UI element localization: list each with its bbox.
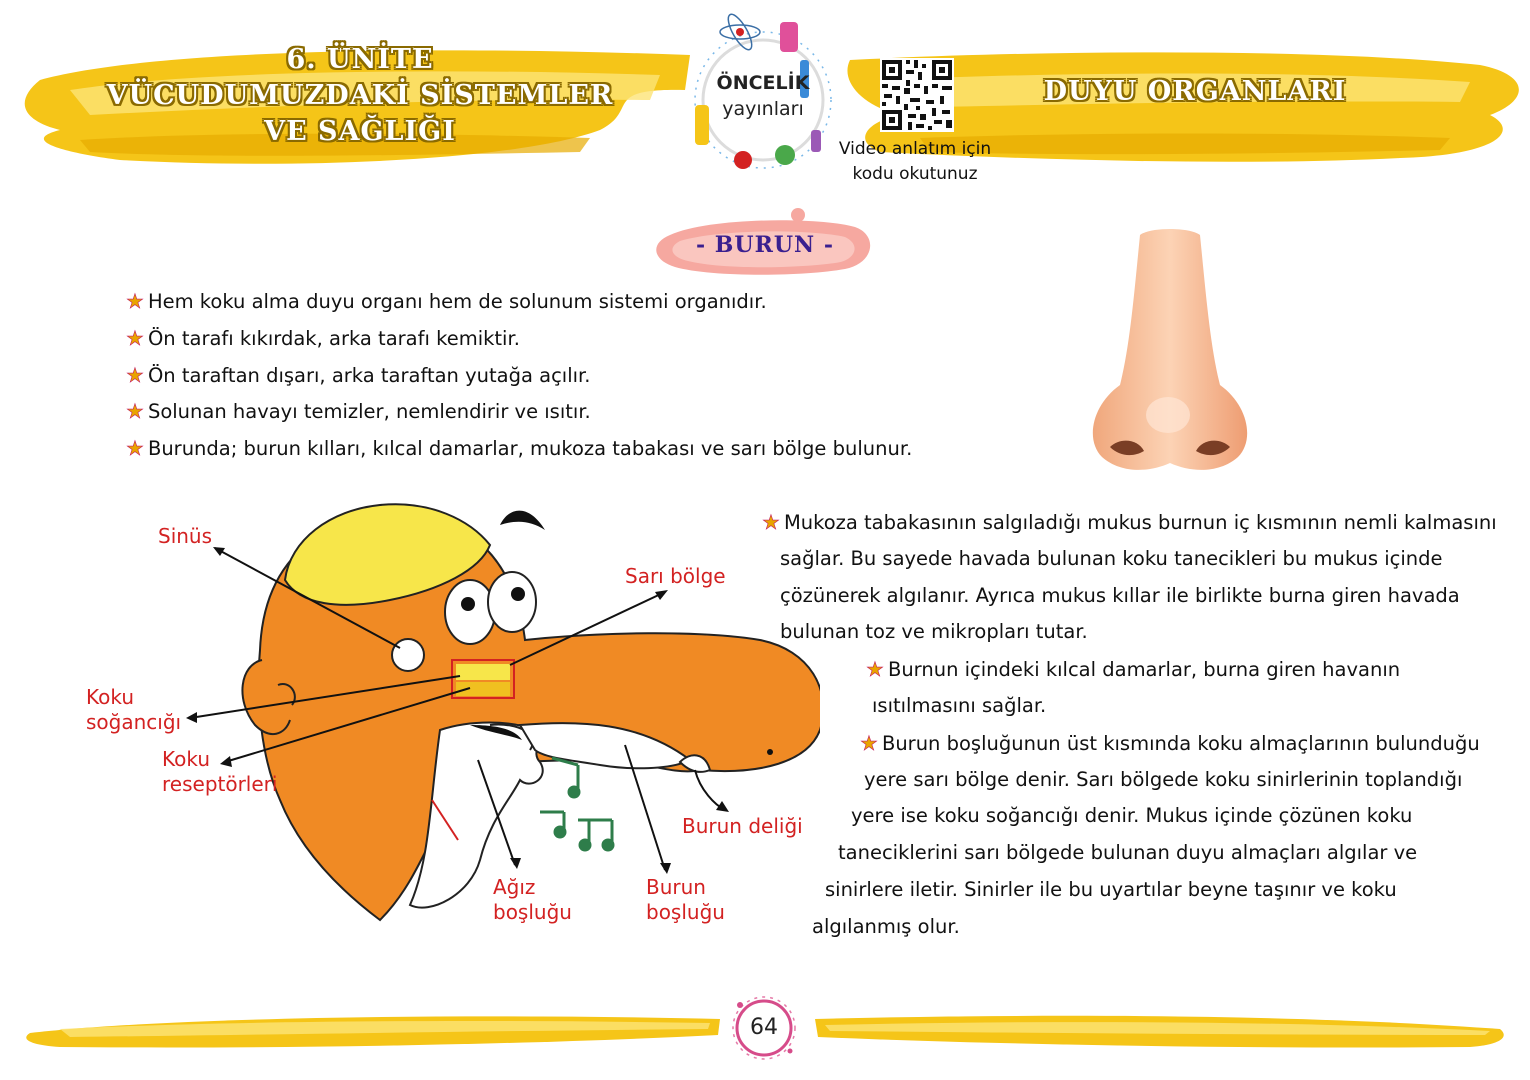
bullet-text: Ön taraftan dışarı, arka taraftan yutağa açılır. <box>147 364 591 387</box>
label-agiz-line1: Ağız <box>493 875 536 899</box>
label-burun-boslugu <box>646 875 725 925</box>
star-icon: ★ <box>762 510 780 534</box>
unit-title <box>95 42 625 150</box>
paragraph3-line5: sinirlere iletir. Sinirler ile bu uyartılar beyne taşınır ve koku <box>825 878 1397 901</box>
bullet-item <box>126 323 520 353</box>
label-koku-reseptorleri-line2: reseptörleri <box>162 772 278 796</box>
publisher-logo <box>685 10 845 175</box>
publisher-name: ÖNCELİK <box>716 72 810 94</box>
paragraph1-line4: bulunan toz ve mikropları tutar. <box>780 620 1088 643</box>
eye-right <box>488 572 536 632</box>
label-burun-boslugu-line2: boşluğu <box>646 900 725 924</box>
star-icon: ★ <box>860 731 878 755</box>
label-agiz-boslugu <box>493 875 572 925</box>
paragraph1-line1 <box>762 507 1497 538</box>
bullet-text: Ön tarafı kıkırdak, arka tarafı kemiktir. <box>147 327 520 350</box>
eye-left <box>445 580 495 644</box>
label-sari-bolge: Sarı bölge <box>625 564 726 588</box>
paragraph3-line4: taneciklerini sarı bölgede bulunan duyu almaçları algılar ve <box>838 841 1418 864</box>
paragraph1-line3: çözünerek algılanır. Ayrıca mukus kıllar ile birlikte burna giren havada <box>780 584 1460 607</box>
unit-title-line3: VE SAĞLIĞI <box>264 116 456 147</box>
paragraph2-line1 <box>866 654 1400 685</box>
qr-caption-line2: kodu okutunuz <box>852 164 978 184</box>
label-agiz-line2: boşluğu <box>493 900 572 924</box>
label-burun-boslugu-line1: Burun <box>646 875 706 899</box>
label-koku-soganci <box>86 685 181 735</box>
star-icon: ★ <box>126 363 144 387</box>
bullet-item <box>126 396 591 426</box>
eyebrow <box>500 511 545 530</box>
bullet-item <box>126 433 912 463</box>
paragraph-text: Burnun içindeki kılcal damarlar, burna giren havanın <box>887 658 1401 681</box>
star-icon: ★ <box>126 399 144 423</box>
footer-brush-left <box>20 1005 725 1055</box>
sinus-circle <box>392 639 424 671</box>
qr-code[interactable] <box>880 58 954 132</box>
paragraph1-line2: sağlar. Bu sayede havada bulunan koku tanecikleri bu mukus içinde <box>780 547 1443 570</box>
label-koku-reseptorleri-line1: Koku <box>162 747 210 771</box>
bullet-item <box>126 286 767 316</box>
paragraph3-line6: algılanmış olur. <box>812 915 960 938</box>
star-icon: ★ <box>866 657 884 681</box>
paragraph3-line3: yere ise koku soğancığı denir. Mukus içinde çözünen koku <box>851 804 1413 827</box>
label-koku-soganci-line2: soğancığı <box>86 710 182 734</box>
footer-brush-right <box>810 1005 1510 1055</box>
star-icon: ★ <box>126 436 144 460</box>
bullet-item <box>126 360 591 390</box>
qr-caption <box>835 137 995 187</box>
paragraph3-line1 <box>860 728 1480 759</box>
bullet-text: Burunda; burun kılları, kılcal damarlar, mukoza tabakası ve sarı bölge bulunur. <box>147 437 913 460</box>
label-burun-deligi: Burun deliği <box>682 814 803 838</box>
label-koku-soganci-line1: Koku <box>86 685 134 709</box>
star-icon: ★ <box>126 289 144 313</box>
paragraph2-line2: ısıtılmasını sağlar. <box>872 694 1047 717</box>
label-koku-reseptorleri <box>162 747 277 797</box>
topic-title: DUYU ORGANLARI <box>1043 76 1347 107</box>
unit-title-line2: VÜCUDUMUZDAKİ SİSTEMLER <box>106 80 614 111</box>
qr-caption-line1: Video anlatım için <box>838 139 992 159</box>
section-title: - BURUN - <box>696 232 834 258</box>
music-notes <box>540 758 613 850</box>
nose-anatomy-diagram <box>80 495 820 935</box>
bullet-text: Hem koku alma duyu organı hem de solunum sistemi organıdır. <box>147 290 767 313</box>
unit-title-line1: 6. ÜNİTE <box>286 44 434 75</box>
label-sinus: Sinüs <box>158 524 213 548</box>
paragraph-text: Mukoza tabakasının salgıladığı mukus burnun iç kısmının nemli kalmasını <box>783 511 1497 534</box>
paragraph3-line2: yere sarı bölge denir. Sarı bölgede koku sinirlerinin toplandığı <box>864 768 1463 791</box>
bullet-text: Solunan havayı temizler, nemlendirir ve ısıtır. <box>147 400 591 423</box>
star-icon: ★ <box>126 326 144 350</box>
paragraph-text: Burun boşluğunun üst kısmında koku almaçlarının bulunduğu <box>881 732 1480 755</box>
page-number: 64 <box>750 1015 778 1040</box>
nose-illustration <box>1080 225 1260 480</box>
publisher-subname: yayınları <box>722 98 804 120</box>
